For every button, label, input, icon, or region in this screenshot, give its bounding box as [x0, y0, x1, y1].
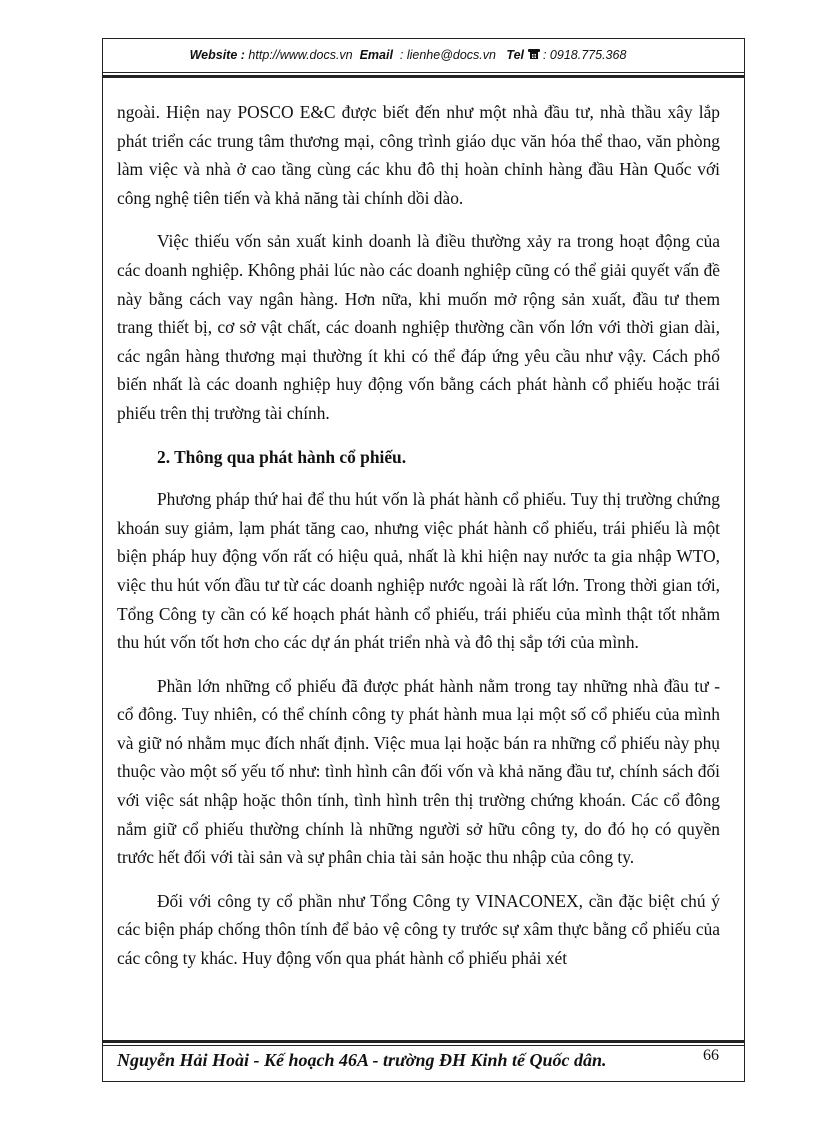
tel-value: : 0918.775.368	[542, 48, 627, 62]
paragraph-2: Việc thiếu vốn sản xuất kinh doanh là điều thường xảy ra trong hoạt động của các doanh nghiệp. Không phải lúc nào các doanh nghiệp cũng có thể giải quyết vấn đề này bằng cách vay ngân hàng. Hơn nữa, khi muốn mở rộng sản xuất, đầu tư them trang thiết bị, cơ sở vật chất, các doanh nghiệp thường cần vốn lớn với thời gian dài, các ngân hàng thương mại thường ít khi có thể đáp ứng yêu cầu như vậy. Cách phổ biến nhất là các doanh nghiệp huy động vốn bằng cách phát hành cổ phiếu hoặc trái phiếu trên thị trường tài chính.	[117, 231, 720, 423]
page-number: 66	[703, 1047, 719, 1064]
document-body	[117, 98, 720, 988]
email-value[interactable]: : lienhe@docs.vn	[399, 48, 496, 62]
footer-rule	[102, 1040, 745, 1046]
paragraph-5: Đối với công ty cổ phần như Tổng Công ty VINACONEX, cần đặc biệt chú ý các biện pháp chống thôn tính để bảo vệ công ty trước sự xâm thực bằng cổ phiếu của các công ty khác. Huy động vốn qua phát hành cổ phiếu phải xét	[117, 890, 720, 969]
paragraph-4: Phần lớn những cổ phiếu đã được phát hành nằm trong tay những nhà đầu tư - cổ đông. Tuy nhiên, có thể chính công ty phát hành mua lại một số cổ phiếu của mình và giữ nó nhằm mục đích nhất định. Việc mua lại hoặc bán ra những cổ phiếu này phụ thuộc vào một số yếu tố như: tình hình cân đối vốn và khả năng đầu tư, chính sách đối với việc sát nhập hoặc thôn tính, tình hình trên thị trường chứng khoán. Các cổ đông nắm giữ cổ phiếu thường chính là những người sở hữu công ty, do đó họ có quyền trước hết đối với tài sản và sự phân chia tài sản hoặc thu nhập của công ty.	[117, 675, 720, 868]
website-url[interactable]: http://www.docs.vn	[248, 48, 353, 62]
paragraph-1: ngoài. Hiện nay POSCO E&C được biết đến như một nhà đầu tư, nhà thầu xây lắp phát triển các trung tâm thương mại, công trình giáo dục văn hóa thể thao, văn phòng làm việc và nhà ở cao tầng cùng các khu đô thị hoàn chỉnh hàng đầu Hàn Quốc với công nghệ tiên tiến và khả năng tài chính dồi dào.	[117, 102, 720, 208]
footer-author: Nguyễn Hải Hoài - Kế hoạch 46A - trường ĐH Kinh tế Quốc dân.	[117, 1050, 607, 1070]
email-label: Email	[359, 48, 393, 62]
paragraph-3: Phương pháp thứ hai để thu hút vốn là phát hành cổ phiếu. Tuy thị trường chứng khoán suy giảm, lạm phát tăng cao, nhưng việc phát hành cổ phiếu, trái phiếu là một biện pháp huy động vốn rất có hiệu quả, nhất là khi hiện nay nước ta gia nhập WTO, việc thu hút vốn đầu tư từ các doanh nghiệp nước ngoài là rất lớn. Trong thời gian tới, Tổng Công ty cần có kế hoạch phát hành cổ phiếu, trái phiếu của mình thật tốt nhằm thu hút vốn tốt hơn cho các dự án phát triển nhà và đô thị sắp tới của mình.	[117, 489, 720, 653]
website-label: Website :	[189, 48, 245, 62]
phone-icon	[528, 48, 543, 62]
header-rule	[102, 72, 745, 78]
tel-label: Tel	[506, 48, 525, 62]
page-header	[0, 48, 816, 62]
section-heading: 2. Thông qua phát hành cổ phiếu.	[157, 446, 407, 467]
